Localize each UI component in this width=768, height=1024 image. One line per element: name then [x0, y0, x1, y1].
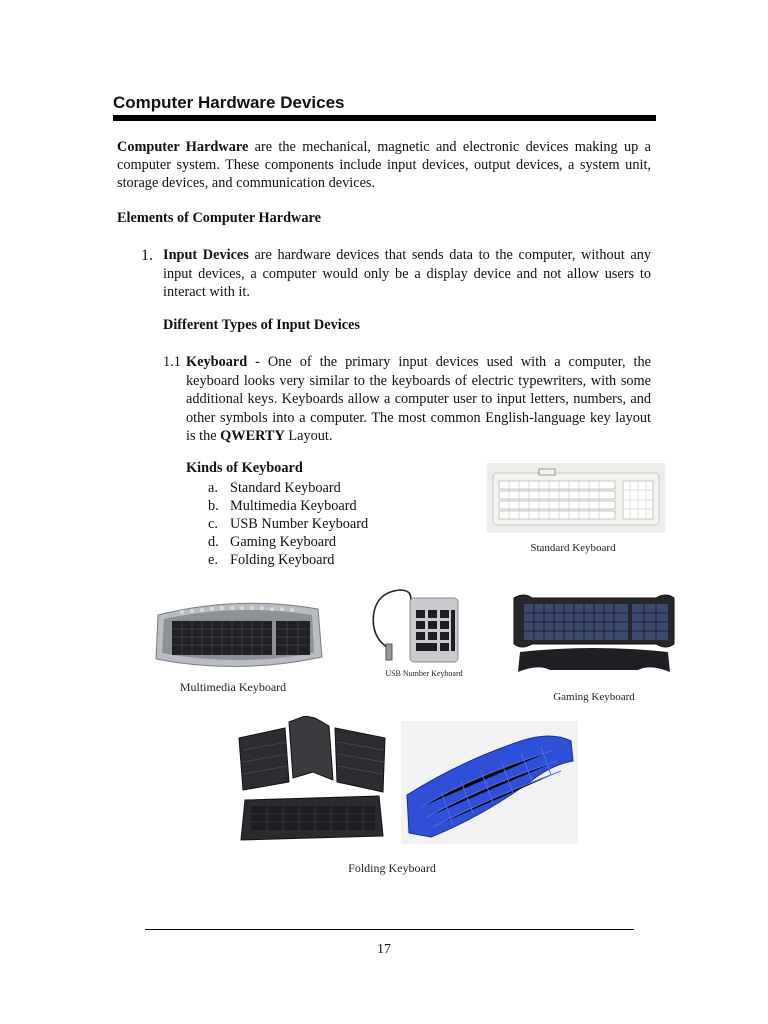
list-item: c. USB Number Keyboard — [208, 516, 369, 532]
kinds-title: Kinds of Keyboard — [186, 460, 303, 476]
list-item: b. Multimedia Keyboard — [208, 498, 357, 514]
types-heading: Different Types of Input Devices — [163, 317, 360, 333]
list-item: a. Standard Keyboard — [208, 480, 341, 496]
title-rule — [113, 115, 656, 121]
item-1-1-text — [186, 353, 651, 446]
standard-keyboard-image — [487, 463, 665, 533]
keyboard-body: - One of the primary input devices used with a computer, the keyboard looks very similar to the keyboards of electric typewriters, with some additional keys. Keyboards allow a computer user to input letters, numbers, and other symbols into a computer. The most common English-language key layout is the — [186, 354, 651, 444]
item-1-number: 1. — [141, 247, 153, 264]
keyboard-body-end: Layout. — [284, 428, 333, 444]
item-1-body: are hardware devices that sends data to the computer, without any input devices, a computer would only be a display device and not allow users to interact with it. — [163, 247, 651, 300]
qwerty-term: QWERTY — [220, 428, 285, 444]
item-1-1-number: 1.1 — [163, 354, 181, 370]
page-number: 17 — [377, 942, 391, 957]
caption-multimedia: Multimedia Keyboard — [179, 680, 287, 694]
caption-standard: Standard Keyboard — [530, 542, 616, 554]
footer-rule — [145, 929, 634, 930]
intro-text: are the mechanical, magnetic and electronic devices making up a computer system. These components include input devices, output devices, a system unit, storage devices, and communication devices. — [117, 139, 652, 191]
usb-number-keyboard-image — [366, 586, 466, 666]
intro-paragraph — [117, 138, 651, 192]
caption-gaming: Gaming Keyboard — [553, 691, 635, 703]
page-title: Computer Hardware Devices — [113, 93, 345, 112]
list-item: d. Gaming Keyboard — [208, 534, 337, 550]
caption-folding: Folding Keyboard — [348, 861, 436, 875]
keyboard-term: Keyboard — [186, 354, 248, 370]
item-1-text — [163, 246, 651, 302]
folding-keyboard-black-image — [237, 716, 389, 844]
gaming-keyboard-image — [510, 590, 678, 676]
list-item: e. Folding Keyboard — [208, 552, 335, 568]
caption-usb: USB Number Keyboard — [385, 669, 463, 678]
item-1-term: Input Devices — [163, 247, 249, 263]
kinds-of-keyboard — [186, 460, 368, 569]
multimedia-keyboard-image — [152, 595, 324, 673]
elements-heading: Elements of Computer Hardware — [117, 210, 321, 226]
folding-keyboard-blue-image — [401, 721, 578, 844]
intro-term: Computer Hardware — [117, 139, 249, 155]
